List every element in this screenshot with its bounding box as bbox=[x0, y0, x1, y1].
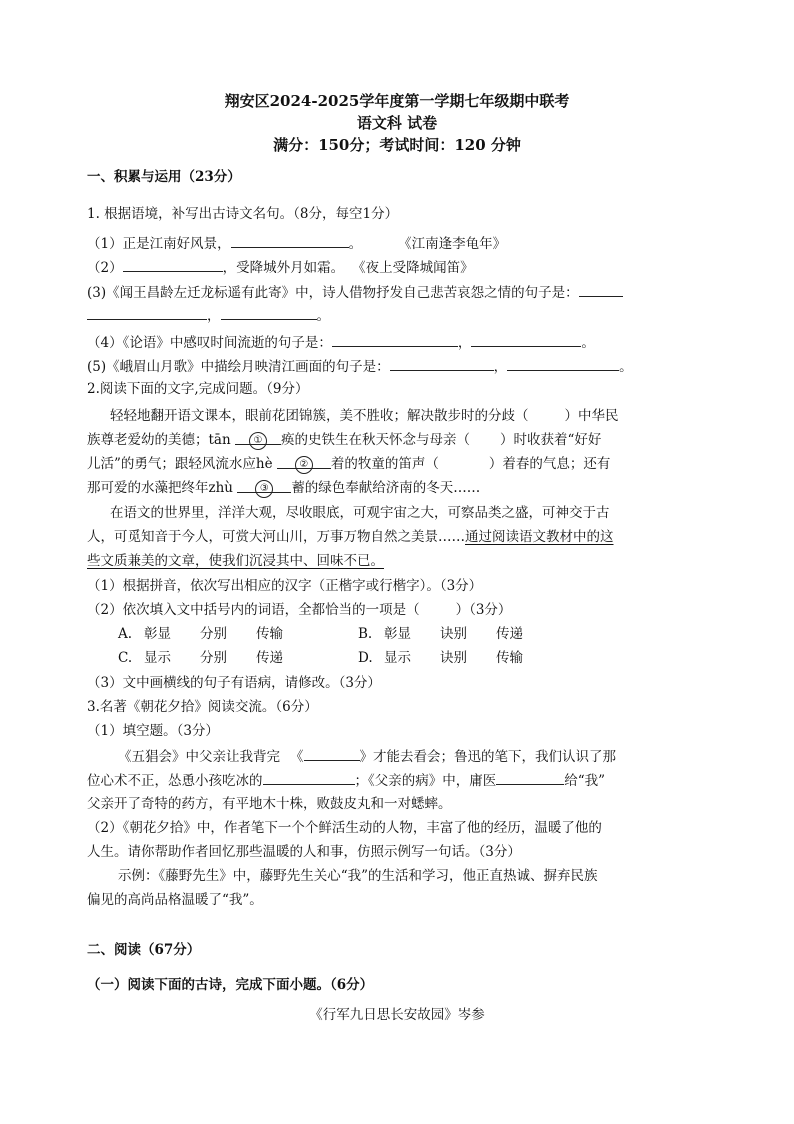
q3-line-2: 位心术不正，怂恿小孩吃冰的 ；《父亲的病》中，庸医 给“我” bbox=[87, 770, 605, 791]
poem-title: 《行军九日思长安故园》岑参 bbox=[309, 1007, 485, 1023]
q3-example-line-2: 偏见的高尚品格温暖了“我”。 bbox=[87, 892, 263, 908]
q2-passage-line-5: 在语文的世界里，洋洋大观，尽收眼底，可观宇宙之大，可察品类之盛，可神交于古 bbox=[110, 505, 610, 521]
answer-blank[interactable] bbox=[332, 332, 458, 347]
underlined-sentence: 通过阅读语文教材中的这 bbox=[465, 529, 614, 545]
pinyin-blank-3[interactable]: ③ bbox=[237, 478, 291, 493]
pinyin-blank-2[interactable]: ② bbox=[277, 454, 331, 469]
q3-line-3: 父亲开了奇特的药方，有平地木十株，败鼓皮丸和一对蟋蟀。 bbox=[87, 796, 452, 812]
q1-line-5: (5)《峨眉山月歌》中描绘月映清江画面的句子是： ， 。 bbox=[87, 356, 633, 377]
answer-blank[interactable] bbox=[87, 305, 207, 320]
answer-blank[interactable] bbox=[579, 282, 623, 297]
q2-passage-line-2: 族尊老爱幼的美德；tān ① 痪的史铁生在秋天怀念与母亲（ ）时收获着“好好 bbox=[87, 432, 602, 448]
q3-sub-2-line-2: 人生。请你帮助作者回忆那些温暖的人和事，仿照示例写一句话。（3分） bbox=[87, 844, 521, 860]
q1-line-2: （2） ，受降城外月如霜。 《夜上受降城闻笛》 bbox=[87, 257, 474, 278]
q2-passage-line-4: 那可爱的水藻把终年zhù ③ 蓄的绿色奉献给济南的冬天…… bbox=[87, 480, 481, 496]
answer-blank[interactable] bbox=[221, 305, 317, 320]
answer-blank[interactable] bbox=[496, 770, 564, 785]
answer-blank[interactable] bbox=[390, 356, 494, 371]
q1-line-1: （1）正是江南好风景， 。 《江南逢李龟年》 bbox=[87, 233, 506, 254]
reading-sub-1: （一）阅读下面的古诗，完成下面小题。（6分） bbox=[87, 977, 374, 993]
question-1-stem: 1. 根据语境，补写出古诗文名句。（8分，每空1分） bbox=[87, 206, 399, 222]
q2-passage-line-6: 人，可觅知音于今人，可赏大河山川，万事万物自然之美景……通过阅读语文教材中的这 bbox=[87, 529, 614, 545]
q2-sub-3: （3）文中画横线的句子有语病，请修改。（3分） bbox=[87, 675, 381, 691]
q1-line-4: （4）《论语》中感叹时间流逝的句子是： ， 。 bbox=[87, 332, 595, 353]
answer-blank[interactable] bbox=[507, 356, 619, 371]
q1-line-3-cont: ， 。 bbox=[87, 305, 330, 326]
option-b[interactable]: B. 彰显 诀别 传递 bbox=[358, 626, 523, 642]
option-a[interactable]: A. 彰显 分别 传输 bbox=[118, 626, 283, 642]
answer-blank[interactable] bbox=[471, 332, 581, 347]
answer-blank[interactable] bbox=[263, 770, 355, 785]
underlined-sentence: 些文质兼美的文章，使我们沉浸其中、回味不已。 bbox=[87, 553, 384, 569]
q2-passage-line-7 bbox=[87, 551, 384, 571]
exam-title: 翔安区2024-2025学年度第一学期七年级期中联考 bbox=[224, 92, 570, 110]
option-d[interactable]: D. 显示 诀别 传输 bbox=[358, 650, 523, 666]
option-c[interactable]: C. 显示 分别 传递 bbox=[118, 650, 283, 666]
exam-score-time: 满分：150分；考试时间：120 分钟 bbox=[273, 136, 521, 154]
q3-line-1: 《五猖会》中父亲让我背完 《 》才能去看会；鲁迅的笔下，我们认识了那 bbox=[118, 746, 616, 767]
q3-sub-1: （1）填空题。（3分） bbox=[87, 723, 219, 739]
section-heading-2: 二、阅读（67分） bbox=[87, 942, 201, 958]
section-heading-1: 一、积累与运用（23分） bbox=[87, 169, 241, 185]
q2-sub-1: （1）根据拼音，依次写出相应的汉字（正楷字或行楷字）。（3分） bbox=[87, 578, 483, 594]
q2-passage-line-1: 轻轻地翻开语文课本，眼前花团锦簇，美不胜收；解决散步时的分歧（ ）中华民 bbox=[110, 408, 619, 424]
answer-blank[interactable] bbox=[231, 233, 349, 248]
answer-blank[interactable] bbox=[304, 746, 360, 761]
q1-line-3: (3)《闻王昌龄左迁龙标遥有此寄》中，诗人借物抒发自己悲苦哀怨之情的句子是： bbox=[87, 282, 623, 303]
question-2-stem: 2.阅读下面的文字,完成问题。（9分） bbox=[87, 381, 309, 397]
exam-subject: 语文科 试卷 bbox=[356, 114, 438, 132]
q2-sub-2: （2）依次填入文中括号内的词语，全都恰当的一项是（ ）（3分） bbox=[87, 602, 512, 618]
q2-passage-line-3: 儿活”的勇气；跟轻风流水应hè ② 着的牧童的笛声（ ）着春的气息；还有 bbox=[87, 456, 611, 472]
q3-sub-2-line-1: （2）《朝花夕拾》中，作者笔下一个个鲜活生动的人物，丰富了他的经历，温暖了他的 bbox=[87, 820, 602, 836]
question-3-stem: 3.名著《朝花夕拾》阅读交流。（6分） bbox=[87, 699, 318, 715]
q3-example-line-1: 示例：《藤野先生》中，藤野先生关心“我”的生活和学习，他正直热诚、摒弃民族 bbox=[118, 868, 598, 884]
pinyin-blank-1[interactable]: ① bbox=[235, 430, 281, 445]
answer-blank[interactable] bbox=[123, 257, 223, 272]
